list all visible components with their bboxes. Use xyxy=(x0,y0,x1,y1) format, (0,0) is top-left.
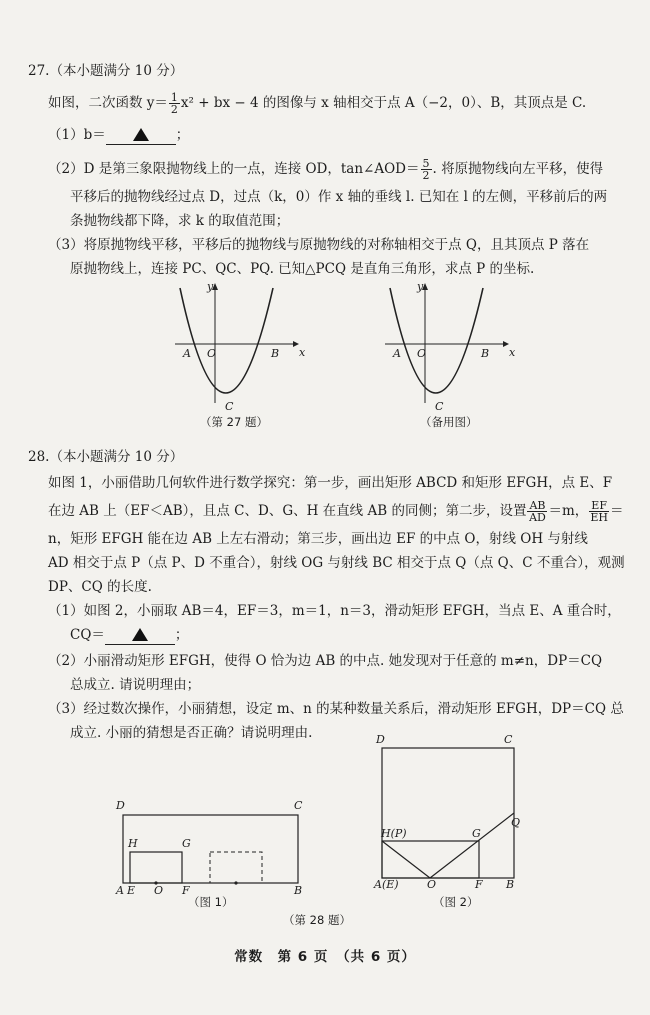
label-O: O xyxy=(427,878,437,890)
q28-line4: AD 相交于点 P（点 P、D 不重合），射线 OG 与射线 BC 相交于点 Q（点 Q、C 不重合），观测 xyxy=(48,555,625,571)
page-footer: 常数 第 6 页 （共 6 页） xyxy=(234,949,416,965)
label-y: y xyxy=(417,280,424,293)
q28-fig2 xyxy=(368,730,528,890)
square-abcd xyxy=(382,748,514,878)
q28-group-caption: （第 28 题） xyxy=(283,913,351,927)
label-D: D xyxy=(116,799,125,812)
triangle-icon xyxy=(132,628,148,641)
label-B: B xyxy=(271,347,280,360)
segment-OH xyxy=(382,841,430,878)
label-G: G xyxy=(182,837,191,850)
label-x: x xyxy=(299,346,306,359)
label-C: C xyxy=(504,733,513,746)
label-x: x xyxy=(509,346,516,359)
label-C: C xyxy=(225,400,234,413)
point-O-slid xyxy=(234,881,237,884)
q28-part3-line1: （3）经过数次操作，小丽猜想，设定 m、n 的某种数量关系后，滑动矩形 EFGH，DP＝CQ 总 xyxy=(48,701,624,717)
label-y: y xyxy=(207,280,214,293)
rectangle-efgh xyxy=(130,852,182,883)
label-B: B xyxy=(506,878,515,890)
label-E: E xyxy=(127,884,136,895)
label-G: G xyxy=(472,827,481,840)
q27-tan-frac: $\frac{5}{2}$ xyxy=(422,157,430,182)
q27-part2-line3: 条抛物线都下降，求 k 的取值范围； xyxy=(70,213,290,229)
parabola-curve xyxy=(180,288,273,393)
ray-OG-to-Q xyxy=(430,813,514,878)
answer-blank xyxy=(105,626,175,645)
q28-line2: 在边 AB 上（EF＜AB），且点 C、D、G、H 在直线 AB 的同侧；第二步，设置 $\frac{AB}{AD}$ ＝m， $\frac{EF}{EH}$ ＝ xyxy=(48,499,624,524)
q28-part2-line1: （2）小丽滑动矩形 EFGH，使得 O 恰为边 AB 的中点. 她发现对于任意的 m≠n，DP＝CQ xyxy=(48,653,603,669)
label-O: O xyxy=(154,884,164,895)
label-AE: A(E) xyxy=(374,878,399,890)
parabola-curve xyxy=(390,288,483,393)
q28-line3: n，矩形 EFGH 能在边 AB 上左右滑动；第三步，画出边 EF 的中点 O，射线 OH 与射线 xyxy=(48,531,588,547)
q28-frac-n: $\frac{EF}{EH}$ xyxy=(590,499,608,524)
label-A: A xyxy=(393,347,401,360)
q27-parabola-figure xyxy=(165,278,315,413)
label-F: F xyxy=(182,884,190,895)
triangle-icon xyxy=(133,128,149,141)
label-D: D xyxy=(376,733,385,746)
q27-part2-line2: 平移后的抛物线经过点 D，过点（k，0）作 x 轴的垂线 l. 已知在 l 的左侧，平移前后的两 xyxy=(70,189,608,205)
q27-part2-line1: （2）D 是第三象限抛物线上的一点，连接 OD，tan∠AOD＝ $\frac{5}{2}$ . 将原抛物线向左平移，使得 xyxy=(48,157,604,182)
q28-fig1-caption: （图 1） xyxy=(188,895,234,909)
q27-fig-caption: （第 27 题） xyxy=(200,415,268,429)
label-A: A xyxy=(116,884,124,895)
q27-intro-frac: $\frac{1}{2}$ xyxy=(170,91,178,116)
q27-intro: 如图，二次函数 y＝ $\frac{1}{2}$ x² + bx − 4 的图像与 x 轴相交于点 A（−2，0）、B，其顶点是 C. xyxy=(48,91,587,116)
label-O: O xyxy=(207,347,217,360)
label-F: F xyxy=(475,878,483,890)
label-B: B xyxy=(294,884,303,895)
q28-part1-line1: （1）如图 2，小丽取 AB＝4，EF＝3，m＝1，n＝3，滑动矩形 EFGH，当点 E、A 重合时， xyxy=(48,603,621,619)
label-A: A xyxy=(183,347,191,360)
q28-part2-line2: 总成立. 请说明理由； xyxy=(70,677,201,693)
q27-backup-caption: （备用图） xyxy=(420,415,478,429)
q27-part3-line2: 原抛物线上，连接 PC、QC、PQ. 已知△PCQ 是直角三角形，求点 P 的坐标. xyxy=(70,261,535,277)
label-B: B xyxy=(481,347,490,360)
q27-part3-line1: （3）将原抛物线平移，平移后的抛物线与原抛物线的对称轴相交于点 Q，且其顶点 P 落在 xyxy=(48,237,590,253)
q28-line1: 如图 1，小丽借助几何软件进行数学探究：第一步，画出矩形 ABCD 和矩形 EFGH，点 E、F xyxy=(48,475,613,491)
q28-header: 28.（本小题满分 10 分） xyxy=(28,449,184,465)
answer-blank xyxy=(106,126,176,145)
rectangle-efgh xyxy=(382,841,479,878)
label-C: C xyxy=(294,799,303,812)
rectangle-efgh-slid xyxy=(210,852,262,883)
q28-part3-line2: 成立. 小丽的猜想是否正确？请说明理由. xyxy=(70,725,313,741)
q27-part1: （1）b＝ ； xyxy=(48,127,190,143)
q27-backup-figure xyxy=(375,278,525,413)
q28-part1-line2: CQ＝ ； xyxy=(70,627,189,643)
label-H: H xyxy=(128,837,138,850)
q28-fig2-caption: （图 2） xyxy=(433,895,479,909)
q28-line5: DP、CQ 的长度. xyxy=(48,579,152,595)
q28-frac-m: $\frac{AB}{AD}$ xyxy=(529,499,546,524)
label-HP: H(P) xyxy=(381,827,407,840)
rectangle-abcd xyxy=(123,815,298,883)
q28-fig1 xyxy=(108,795,308,895)
q27-header: 27.（本小题满分 10 分） xyxy=(28,63,184,79)
label-Q: Q xyxy=(511,816,521,829)
label-C: C xyxy=(435,400,444,413)
label-O: O xyxy=(417,347,427,360)
